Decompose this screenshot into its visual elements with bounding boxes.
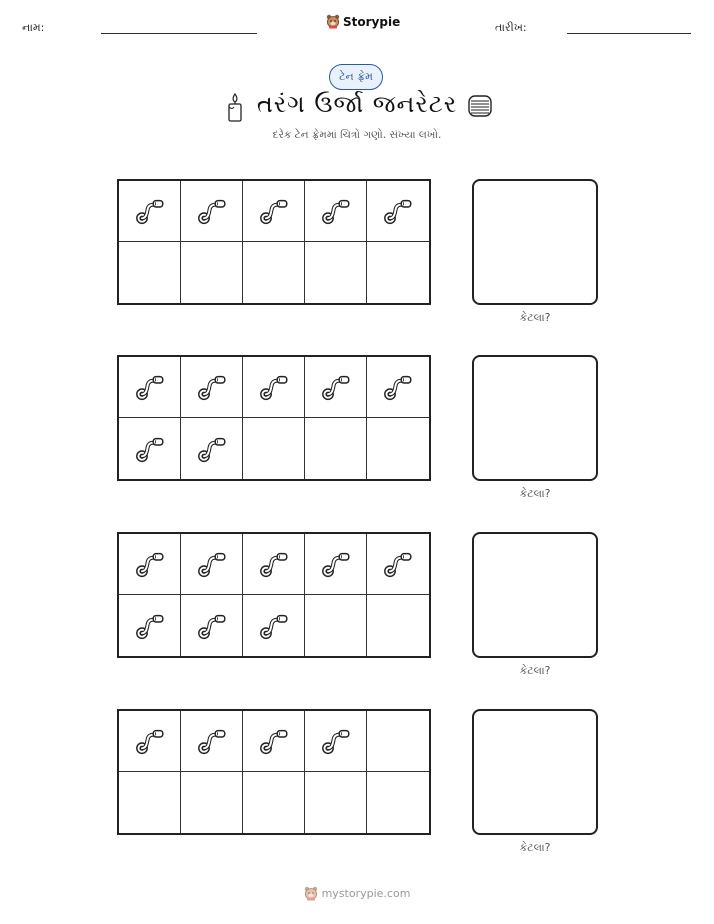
ten-frame (117, 709, 431, 835)
frame-cell (243, 242, 305, 303)
frame-cell (119, 595, 181, 656)
page-title: તરંગ ઉર્જા જનરેટર (256, 90, 458, 118)
hand-crank-icon (134, 433, 166, 465)
frame-cell (367, 242, 429, 303)
frame-cell (305, 242, 367, 303)
answer-box[interactable] (472, 355, 598, 481)
hand-crank-icon (196, 195, 228, 227)
hand-crank-icon (196, 548, 228, 580)
ten-frame (117, 179, 431, 305)
frame-cell (367, 418, 429, 479)
hand-crank-icon (382, 371, 414, 403)
frame-cell (243, 181, 305, 242)
hand-crank-icon (134, 725, 166, 757)
frame-cell (243, 711, 305, 772)
frame-cell (243, 357, 305, 418)
name-line[interactable] (101, 33, 257, 34)
frame-cell (119, 357, 181, 418)
hand-crank-icon (382, 548, 414, 580)
hand-crank-icon (382, 195, 414, 227)
instructions: દરેક ટેન ફ્રેમમાં ચિત્રો ગણો. સંખ્યા લખો. (272, 129, 442, 141)
frame-cell (181, 418, 243, 479)
date-line[interactable] (567, 33, 691, 34)
hand-crank-icon (134, 371, 166, 403)
frame-cell (305, 595, 367, 656)
how-many-label: કેટલા? (519, 487, 551, 500)
footer-site: mystorypie.com (321, 887, 411, 900)
frame-cell (305, 357, 367, 418)
frame-cell (181, 595, 243, 656)
answer-box[interactable] (472, 532, 598, 658)
bear-icon (304, 886, 318, 901)
hand-crank-icon (258, 725, 290, 757)
hand-crank-icon (320, 371, 352, 403)
hand-crank-icon (258, 195, 290, 227)
frame-cell (305, 711, 367, 772)
hand-crank-icon (258, 371, 290, 403)
frame-cell (367, 772, 429, 833)
coil-icon (467, 93, 493, 123)
frame-cell (119, 534, 181, 595)
bear-icon (326, 14, 340, 29)
brand-logo (326, 14, 400, 29)
frame-cell (181, 711, 243, 772)
frame-cell (243, 534, 305, 595)
frame-cell (119, 711, 181, 772)
frame-cell (181, 534, 243, 595)
frame-cell (243, 772, 305, 833)
frame-cell (367, 357, 429, 418)
ten-frame (117, 532, 431, 658)
worksheet-type-badge: ટેન ફ્રેમ (329, 64, 383, 90)
name-label: નામ: (22, 21, 45, 34)
frame-cell (367, 534, 429, 595)
frame-cell (119, 418, 181, 479)
frame-cell (181, 242, 243, 303)
frame-cell (181, 181, 243, 242)
frame-cell (367, 711, 429, 772)
how-many-label: કેટલા? (519, 311, 551, 324)
how-many-label: કેટલા? (519, 664, 551, 677)
answer-box[interactable] (472, 709, 598, 835)
hand-crank-icon (258, 610, 290, 642)
frame-cell (305, 181, 367, 242)
frame-cell (305, 772, 367, 833)
frame-cell (305, 418, 367, 479)
hand-crank-icon (196, 725, 228, 757)
hand-crank-icon (134, 610, 166, 642)
hand-crank-icon (320, 725, 352, 757)
hand-crank-icon (134, 548, 166, 580)
frame-cell (181, 357, 243, 418)
answer-box[interactable] (472, 179, 598, 305)
frame-cell (243, 418, 305, 479)
hand-crank-icon (196, 433, 228, 465)
hand-crank-icon (196, 371, 228, 403)
hand-crank-icon (320, 548, 352, 580)
date-label: તારીખ: (495, 21, 527, 34)
frame-cell (119, 772, 181, 833)
frame-cell (181, 772, 243, 833)
hand-crank-icon (320, 195, 352, 227)
how-many-label: કેટલા? (519, 841, 551, 854)
frame-cell (367, 595, 429, 656)
hand-crank-icon (258, 548, 290, 580)
ten-frame (117, 355, 431, 481)
footer (0, 886, 714, 901)
frame-cell (119, 181, 181, 242)
frame-cell (243, 595, 305, 656)
brand-name: Storypie (343, 14, 401, 29)
frame-cell (119, 242, 181, 303)
frame-cell (305, 534, 367, 595)
hand-crank-icon (196, 610, 228, 642)
frame-cell (367, 181, 429, 242)
hand-crank-icon (134, 195, 166, 227)
